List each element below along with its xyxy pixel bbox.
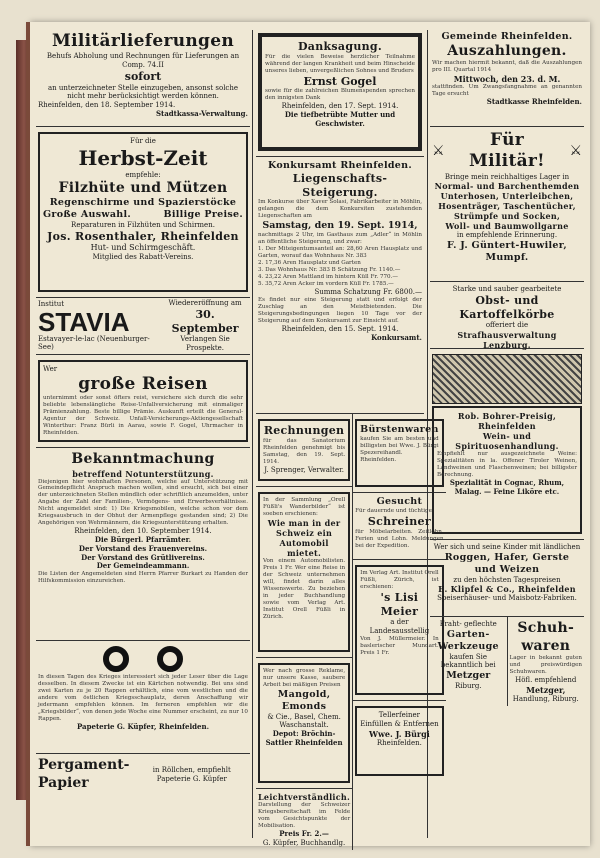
ad-text: Spezialität in Cognac, Rhum, Malag. — Feine Liköre etc.	[449, 477, 565, 496]
ad-title: Herbst-Zeit	[78, 145, 208, 170]
ad-pergament	[36, 754, 250, 795]
ad-signature: Strafhausverwaltung Lenzburg.	[457, 330, 557, 350]
ad-date: Rheinfelden, den 17. Sept. 1914.	[281, 102, 399, 111]
ad-date: Samstag, den 19. Sept. 1914,	[262, 220, 418, 232]
ad-place: Handlung, Riburg.	[512, 694, 579, 703]
ad-body: stattfinden. Um Zwangsfangnahme an genannten Tage ersucht	[432, 84, 582, 98]
ad-herbst-zeit	[36, 127, 250, 298]
ad-text: Starke und sauber gearbeitete	[452, 285, 562, 293]
ad-signature: Der Gemeindeammann.	[96, 561, 190, 571]
ad-rechnungen	[256, 414, 352, 487]
ad-price: Preis Fr. 2.—	[279, 828, 329, 838]
ad-signature: Der Vorstand des Frauenvereins.	[78, 543, 208, 553]
ad-date: Rheinfelden, den 15. Sept. 1914.	[281, 324, 399, 333]
ad-title: Rob. Bohrer-Preisig, Rheinfelden	[457, 411, 557, 431]
ad-body: sowie für die zahlreichen Blumenspenden sprechen den innigsten Dank	[265, 88, 415, 102]
ad-kriegskarten	[36, 641, 250, 754]
ad-grid	[430, 617, 584, 706]
ad-leichtverstaendlich	[256, 789, 352, 850]
ad-title: Danksagung.	[297, 40, 383, 53]
ad-text: in empfehlende Erinnerung.	[456, 231, 558, 240]
ad-body: Im Konkurse über Xaver Solasi, Fabrikarbeiter in Möhlin, gelangen die dem Konkursiten zustehenden Liegenschaften am	[258, 199, 422, 220]
ad-title: STAVIA	[38, 306, 130, 337]
ad-stavia	[36, 298, 250, 355]
ad-body: Darstellung der Schweizer Kriegsbereitschaft im Felde vom Gesichtspunkte der Mobilisation.	[258, 802, 351, 829]
ad-body: kaufen Sie am besten und billigsten bei Wwe. J. Bürgi Spezereihandl. Rheinfelden.	[360, 435, 439, 463]
ad-text: zu den höchsten Tagespreisen	[453, 575, 561, 584]
ad-signature: Stadtkassa-Verwaltung.	[155, 108, 248, 118]
ad-title: Rechnungen	[263, 424, 345, 437]
ad-title: Schreiner	[367, 514, 431, 528]
ad-text: Wer	[43, 365, 58, 373]
ad-text: Verlangen Sie Prospekte.	[180, 335, 230, 353]
ad-title: Pergament-	[38, 757, 130, 773]
ad-date: 30. September	[171, 307, 239, 335]
ad-goods: Strümpfe und Socken,	[453, 211, 561, 222]
ad-body: Von J. Müllermeier. In baslerischer Mundart. Preis 1 Fr.	[360, 635, 439, 656]
ad-subtitle: Liegenschafts-Steigerung.	[292, 171, 388, 199]
ad-name: Wwe. J. Bürgi	[369, 728, 430, 739]
ad-title: Bekanntmachung	[71, 451, 215, 467]
ad-company: Jos. Rosenthaler, Rheinfelden	[47, 229, 239, 243]
ad-title: Konkursamt Rheinfelden.	[268, 160, 412, 171]
ad-text: empfehle:	[125, 170, 161, 179]
ad-company: E. Klipfel & Co., Rheinfelden	[438, 584, 576, 595]
ad-subtitle: & Cie., Basel, Chem. Waschanstalt.	[267, 712, 341, 730]
lot-item: 4. 23,22 Aren Mattland im hintern Küll Fr. 770.—	[258, 274, 398, 281]
notice-gemeinde	[430, 28, 584, 127]
ad-title: 's Lisi Meier	[380, 590, 419, 618]
ad-text: Fraht- geflechte	[439, 620, 497, 628]
ad-subtitle: Einfüllen & Entfernen	[360, 719, 439, 728]
ad-company: F. J. Güntert-Huwiler,	[446, 240, 567, 251]
ad-company: Metzger,	[526, 684, 566, 695]
ad-goods: Filzhüte und Mützen	[58, 179, 228, 196]
ad-title: Schuh- waren	[517, 620, 575, 654]
column-middle	[256, 28, 444, 847]
ad-body: Es findet nur eine Steigerung statt und erfolgt der Zuschlag an den Meistbietenden. Die Steigerungsbedingungen liegen 10 Tage vor der Steigerung auf dem Konkursamt zur Einsicht auf.	[258, 296, 422, 324]
ad-body: Wir machen hiermit bekannt, daß die Auszahlungen pro III. Quartal 1914	[432, 60, 582, 74]
column-left	[36, 28, 250, 840]
lot-item: 3. Das Wohnhaus Nr. 383 B Schätzung Fr. 1140.—	[258, 267, 401, 274]
ad-body: Für dauernde und tüchtige	[355, 507, 432, 514]
ad-signature: Der Vorstand des Grütlivereins.	[81, 552, 205, 562]
ad-emphasis: sofort	[124, 69, 162, 83]
notice-konkursamt	[256, 157, 424, 414]
ad-signature: G. Küpfer, Buchhandlg.	[262, 838, 346, 847]
lot-item: 1. Der Miteigentumsanteil an: 28,60 Aren Hausplatz und Garten, worauf das Wohnhaus Nr. 383	[258, 246, 422, 260]
ring-ornament	[157, 646, 183, 672]
ad-goods: Normal- und Barchenthemden	[434, 181, 580, 192]
notice-bekanntmachung	[36, 448, 250, 641]
ad-title: Gesucht	[376, 496, 423, 507]
ad-garten-werkzeuge	[430, 617, 508, 706]
ad-place: Riburg.	[454, 681, 482, 690]
ad-militaerlieferungen	[36, 28, 250, 127]
lot-item: 5. 35,72 Aren Acker im vordern Küll Fr. 1785.—	[258, 281, 394, 288]
crossed-rifles-icon: ⚔	[569, 142, 582, 159]
ad-schuhwaren	[508, 617, 585, 706]
ad-body: Empfiehlt nur ausgezeichnete Weine: Spezialitäten in la. Offener Tiroler Weinen, Landweinen und Flaschenweinen; bei billigster Berechnung.	[437, 451, 577, 478]
ad-text: offeriert die	[485, 321, 529, 330]
ad-text: Bringe mein reichhaltiges Lager in	[444, 172, 570, 181]
ad-goods: Unterhosen, Unterleibchen,	[440, 191, 574, 202]
ad-date: Rheinfelden, den 10. September 1914.	[74, 527, 212, 536]
ad-body: Wer nach grosse Reklame, nur unsere Kasse, saubere Arbeit bei mäßigen Preisen	[263, 668, 346, 688]
ad-title: Bürstenwaren	[360, 424, 439, 435]
ad-title: Tellerfeiner	[378, 711, 421, 719]
ad-body: unternimmt oder sonst öfters reist, versichere sich durch die sehr beliebte lebenslängliche Reise-Unfallversicherung mit einmaliger Prämienzahlung. Beste billige Prämie. Auskunft erteilt die General-Agentur der Schweiz. Unfall-Versicherungs-Aktiengesellschaft Winterthur: Franz Bürli in Aarau, sowie F. Gogel, Uhrmacher in Rheinfelden.	[43, 395, 243, 436]
ad-automobil	[256, 487, 352, 658]
ad-text: Mitglied des Rabatt-Vereins.	[92, 253, 194, 262]
newspaper-page	[30, 22, 590, 846]
ad-title: Obst- und Kartoffelkörbe	[459, 293, 555, 321]
ad-title: Militärlieferungen	[51, 31, 234, 51]
ad-subtitle: Wein- und Spirituosenhandlung.	[455, 431, 559, 451]
ad-text: Behufs Abholung und Rechnungen für Lieferungen an Comp. 74.II	[46, 52, 240, 69]
ad-signature: J. Sprenger, Verwalter.	[264, 465, 344, 474]
crossed-rifles-icon: ⚔	[432, 142, 445, 159]
ad-title: Garten- Werkzeuge	[437, 628, 499, 652]
ad-signature: Stadtkasse Rheinfelden.	[486, 97, 582, 107]
ad-body: nachmittags 2 Uhr, im Gasthaus zum „Adler“ in Möhlin an öffentliche Steigerung, und zwar:	[258, 232, 422, 246]
ad-body: für das Sanatorium Rheinfelden genehmigt bis Samstag, den 19. Sept. 1914.	[263, 437, 346, 465]
ad-text: an unterzeichneter Stelle einzugeben, ansonst solche nicht mehr berücksichtigt werden können.	[47, 83, 239, 101]
ad-mangold	[256, 658, 352, 789]
ad-reisen	[36, 355, 250, 448]
ad-name: Ernst Gogel	[303, 74, 377, 88]
ad-bohrer-preisig	[430, 349, 584, 540]
column-right	[430, 28, 584, 840]
ad-text: Billige Preise.	[163, 208, 243, 220]
wine-illustration	[432, 354, 582, 404]
ad-grid	[256, 414, 444, 850]
ad-text: Institut	[38, 299, 65, 308]
ad-title: Leichtverständlich.	[258, 792, 351, 802]
ad-title: und Weizen	[474, 563, 540, 575]
ad-body: Für die vielen Beweise herzlicher Teilnahme während der langen Krankheit und beim Hinscheide unseres lieben, unvergeßlichen Sohnes und Bruders	[265, 53, 415, 74]
ad-goods: Regenschirme und Spazierstöcke	[49, 197, 237, 208]
ad-danksagung	[256, 28, 424, 157]
ad-title: Mangold, Emonds	[277, 688, 331, 712]
ad-text: Hut- und Schirmgeschäft.	[90, 243, 196, 253]
ad-subtitle: a der Landesausstellig	[369, 618, 430, 636]
ad-body: Die Listen der Angemeldeten sind Herrn Pfarrer Burkart zu Handen der Hilfskommission einzureichen.	[38, 571, 248, 585]
ad-company: Metzger	[446, 670, 491, 681]
ad-goods: Woll- und Baumwollgarne	[445, 221, 569, 232]
ad-signature: Die tiefbetrübte Mutter und Geschwister.	[284, 110, 396, 128]
ad-title: Gemeinde Rheinfelden.	[441, 31, 573, 42]
ad-body: für Möbelarbeiten. Zeitlohn, Ferien und Lohn. Meldungen bei der Expedition.	[355, 528, 444, 549]
ad-text: Wiedereröffnung am	[168, 299, 242, 308]
ad-signature: Konkursamt.	[371, 332, 422, 342]
ad-body: Lager in bekannt guten und preiswürdigen Schuhwaren.	[509, 655, 582, 675]
ad-date: Rheinfelden, den 18. September 1914.	[38, 101, 176, 109]
lot-sum: Summa Schatzung Fr. 6800.—	[314, 288, 422, 297]
ad-title: Wie man in der Schweiz ein Automobil mietet.	[267, 517, 341, 558]
ad-text: Höfl. empfehlend	[515, 675, 577, 684]
ad-text: Große Auswahl.	[43, 208, 132, 220]
ad-goods: Hosenträger, Taschentücher,	[438, 201, 576, 212]
ad-date: Mittwoch, den 23. d. M.	[453, 74, 561, 85]
ad-body: Diejenigen hier wohnhaften Personen, welche auf Unterstützung mit Gemeindepflicht Anspruch machen wollen, sind ersucht, sich bei einer der unterzeichneten Stellen mündlich oder schriftlich anzumelden, unter Angabe der Zahl der Familien-, Vermögens- und Erwerbsverhältnisse. Nicht angemeldet sind: 1) Die Kriegsmobilen, welche schon vor dem Kriegsausbruch in der Obhut der Armenpflege gestanden sind; 2) Die Angehörigen von Wehrmännern, die Kriegsunterstützung erhalten.	[38, 478, 248, 527]
ad-fuer-militaer	[430, 127, 584, 282]
ad-text: Reparaturen in Filzhüten und Schirmen.	[71, 220, 215, 229]
ad-title: Roggen, Hafer, Gerste	[444, 551, 570, 563]
ad-body: in Röllchen, empfiehlt Papeterie G. Küpfer	[152, 765, 231, 783]
ad-title: Für Militär!	[469, 130, 545, 172]
ad-signature: Die Bürgerl. Pfarrämter.	[94, 535, 192, 545]
ad-text: Wer sich und seine Kinder mit ländlichen	[433, 543, 581, 551]
ad-body: Im Verlag Art. Institut Orell Füßli, Zürich, ist erschienen:	[360, 570, 439, 590]
ad-text: Depot: Bröchin-Sattler Rheinfelden	[265, 729, 343, 747]
ad-text: Speiserhäuser- und Maisbotz-Fabriken.	[437, 594, 577, 603]
ad-body: In der Sammlung „Orell Füßli's Wanderbilder“ ist soeben erschienen:	[263, 497, 346, 517]
column-rule	[252, 30, 253, 838]
ad-text: Estavayer-le-lac (Neuenburger-See)	[38, 334, 150, 352]
ad-body: Von einem Automobilisten. Preis 1 Fr. Wer eine Reise in der Schweiz unternehmen will, findet darin alles Wissenswerte. Zu beziehen in jeder Buchhandlung sowie vom Verlag Art. Institut Orell Füßli in Zürich.	[263, 557, 346, 620]
ad-roggen	[430, 540, 584, 617]
ad-subtitle: betreffend Notunterstützung.	[72, 468, 214, 479]
lot-item: 2. 17,36 Aren Hausplatz und Garten	[258, 260, 361, 267]
ad-title: große Reisen	[78, 373, 208, 394]
ad-text: kaufen Sie bekanntlich bei	[440, 652, 496, 670]
ring-ornament	[103, 646, 129, 672]
ad-title: Papier	[38, 774, 89, 791]
ad-place: Mumpf.	[485, 251, 529, 263]
ad-title: Auszahlungen.	[447, 42, 567, 59]
ad-text: Für die	[130, 137, 156, 145]
ad-signature: Papeterie G. Küpfer, Rheinfelden.	[76, 721, 210, 731]
ad-body: Rheinfelden.	[376, 738, 422, 747]
ad-koerbe	[430, 282, 584, 349]
ad-body: In diesen Tagen des Krieges interessiert sich jeder Leser über die Lage desselben. In diesem Zwecke ist ein Kärtchen notwendig. Bei uns sind zwei Karten zu je 20 Rappen erhältlich, eine vom westlichen und die andere vom östlichen Kriegsschauplatz, deren Anschaffung wir jedermann empfehlen können. Im ferneren empfehlen wir die „Kriegsbilder“, von denen jede Woche eine Nummer erscheint, zu nur 10 Rappen.	[38, 674, 248, 722]
